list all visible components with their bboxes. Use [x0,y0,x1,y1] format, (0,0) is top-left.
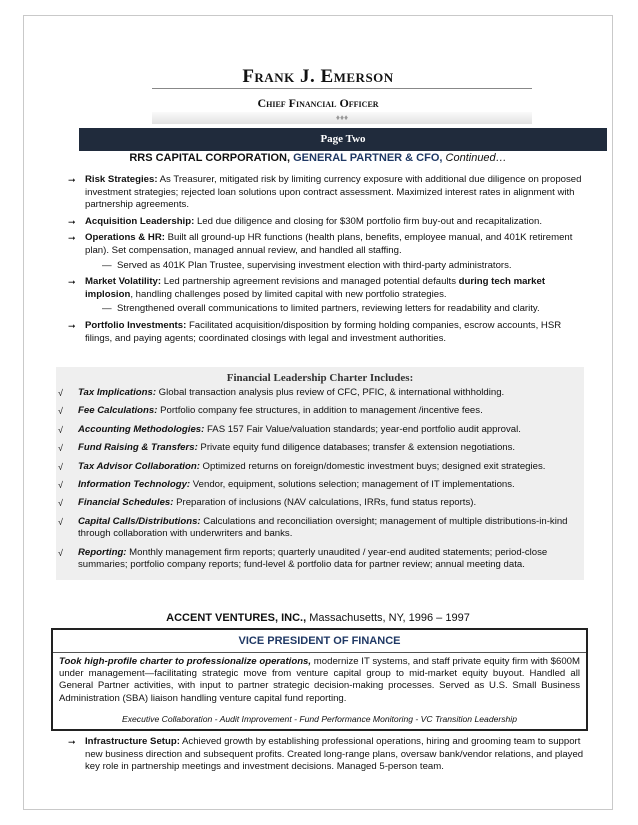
arrow-bullet-icon: ➞ [68,737,76,747]
continued-label: Continued… [445,152,507,164]
list-item: √ Accounting Methodologies: FAS 157 Fair Value/valuation standards; year-end portfolio audit approval. [58,423,521,435]
accent-company-heading [24,612,612,624]
check-icon: √ [58,443,63,454]
dash-bullet-icon: — [102,303,112,315]
list-item: √ Capital Calls/Distributions: Calculations and reconciliation oversight; management of multiple distributions-in-kind through collaboration with underwriters and banks. [58,515,568,540]
accent-location-dates: Massachusetts, NY, 1996 – 1997 [306,612,470,624]
sub-item: — Strengthened overall communications to limited partners, reviewing letters for readability and clarity. [102,303,540,315]
check-icon: √ [58,516,63,527]
rrs-role: GENERAL PARTNER & CFO, [293,152,443,164]
sub-item: — Served as 401K Plan Trustee, supervising investment election with third-party administrators. [102,259,512,271]
arrow-bullet-icon: ➞ [68,233,76,244]
list-item: √ Information Technology: Vendor, equipment, solutions selection; management of IT implementations. [58,478,515,490]
candidate-title: Chief Financial Officer [257,96,379,110]
arrow-bullet-icon: ➞ [68,277,76,288]
arrow-bullet-icon: ➞ [68,216,76,227]
list-item: √ Fund Raising & Transfers: Private equity fund diligence databases; transfer & extension negotiations. [58,442,516,454]
arrow-bullet-icon: ➞ [68,175,76,185]
vp-role-summary: Took high-profile charter to professionalize operations, modernize IT systems, and staff private equity firm with $600M under management—facilitating strategic move from venture capital group to mid-market equity buyout. Handled all General Partner activities, with input to partner strategic decision-making processes. Served as U.S. Small Business Administration (SBA) liaison handling venture capital fund reporting. [59,656,580,704]
check-icon: √ [58,424,63,435]
candidate-name: Frank J. Emerson [242,66,394,87]
list-item: ➞ Portfolio Investments: Facilitated acquisition/disposition by forming holding companies, escrow accounts, HSR filings, and paying agents; coordinated closings with legal and investment authorities. [68,319,562,344]
ornament-band [152,112,532,124]
check-icon: √ [58,388,63,398]
vp-box-divider [53,652,586,653]
check-icon: √ [58,479,63,490]
check-icon: √ [58,547,63,558]
check-icon: √ [58,461,63,472]
vp-role-box [51,628,588,731]
charter-title: Financial Leadership Charter Includes: [226,372,414,384]
list-item: √ Financial Schedules: Preparation of inclusions (NAV calculations, IRRs, fund status reports). [58,497,477,509]
list-item: ➞ Market Volatility: Led partnership agreement revisions and managed potential defaults during tech market implosion, handling challenges posed by limited capital with new portfolio strategies. — Strengthened overall communications to limited partners, reviewing letters for readability and clarity. [68,276,584,316]
list-item: ➞ Acquisition Leadership: Led due diligence and closing for $30M portfolio firm buy-out and recapitalization. [68,215,542,227]
name-divider [152,88,532,89]
accent-company-name: ACCENT VENTURES, INC., [166,612,307,624]
rrs-company-heading [24,152,612,164]
page-label-bar: Page Two [79,128,607,151]
rrs-bullet-list [68,174,584,349]
accent-bullet-list [68,736,584,778]
dash-bullet-icon: — [102,259,112,271]
check-icon: √ [58,498,63,509]
rrs-company-name: RRS CAPITAL CORPORATION, [129,152,291,164]
check-icon: √ [58,406,63,417]
list-item: √ Tax Implications: Global transaction analysis plus review of CFC, PFIC, & international withholding. [58,387,505,398]
vp-role-title: VICE PRESIDENT OF FINANCE [238,635,401,647]
list-item: ➞ Risk Strategies: As Treasurer, mitigated risk by limiting currency exposure with additional due diligence on proposed investment strategies; rejected loan solutions upon contract assessment. Maximized interest rates in alignment with partnership agreements. [68,174,582,211]
arrow-bullet-icon: ➞ [68,320,76,331]
list-item: √ Reporting: Monthly management firm reports; quarterly unaudited / year-end audited statements; period-close summaries; portfolio company reports; fund-level & portfolio data for partner review; annual meeting data. [58,546,548,571]
list-item: √ Fee Calculations: Portfolio company fee structures, in addition to management /incentive fees. [58,405,483,417]
resume-page [23,15,613,810]
list-item: √ Tax Advisor Collaboration: Optimized returns on foreign/domestic investment buys; designed exit strategies. [58,460,546,472]
list-item: ➞ Operations & HR: Built all ground-up HR functions (health plans, benefits, employee manual, and 401K retirement plan). Set compensation, managed annual review, and handled all staffing. — Served as 401K Plan Trustee, supervising investment election with third-party administrators. [68,232,584,272]
list-item: ➞ Infrastructure Setup: Achieved growth by establishing professional operations, hiring and grooming team to support new business direction and subsequent profits. Created long-range plans, oversaw bank/vendor relations, and played key role in partnership meetings and investment decisions. Managed 5-person team. [68,736,584,773]
diamond-ornament-icon: ♦♦♦ [335,113,349,122]
vp-keyword-tags: Executive Collaboration - Audit Improvement - Fund Performance Monitoring - VC Transition Leadership [121,714,517,724]
charter-list [58,387,580,578]
